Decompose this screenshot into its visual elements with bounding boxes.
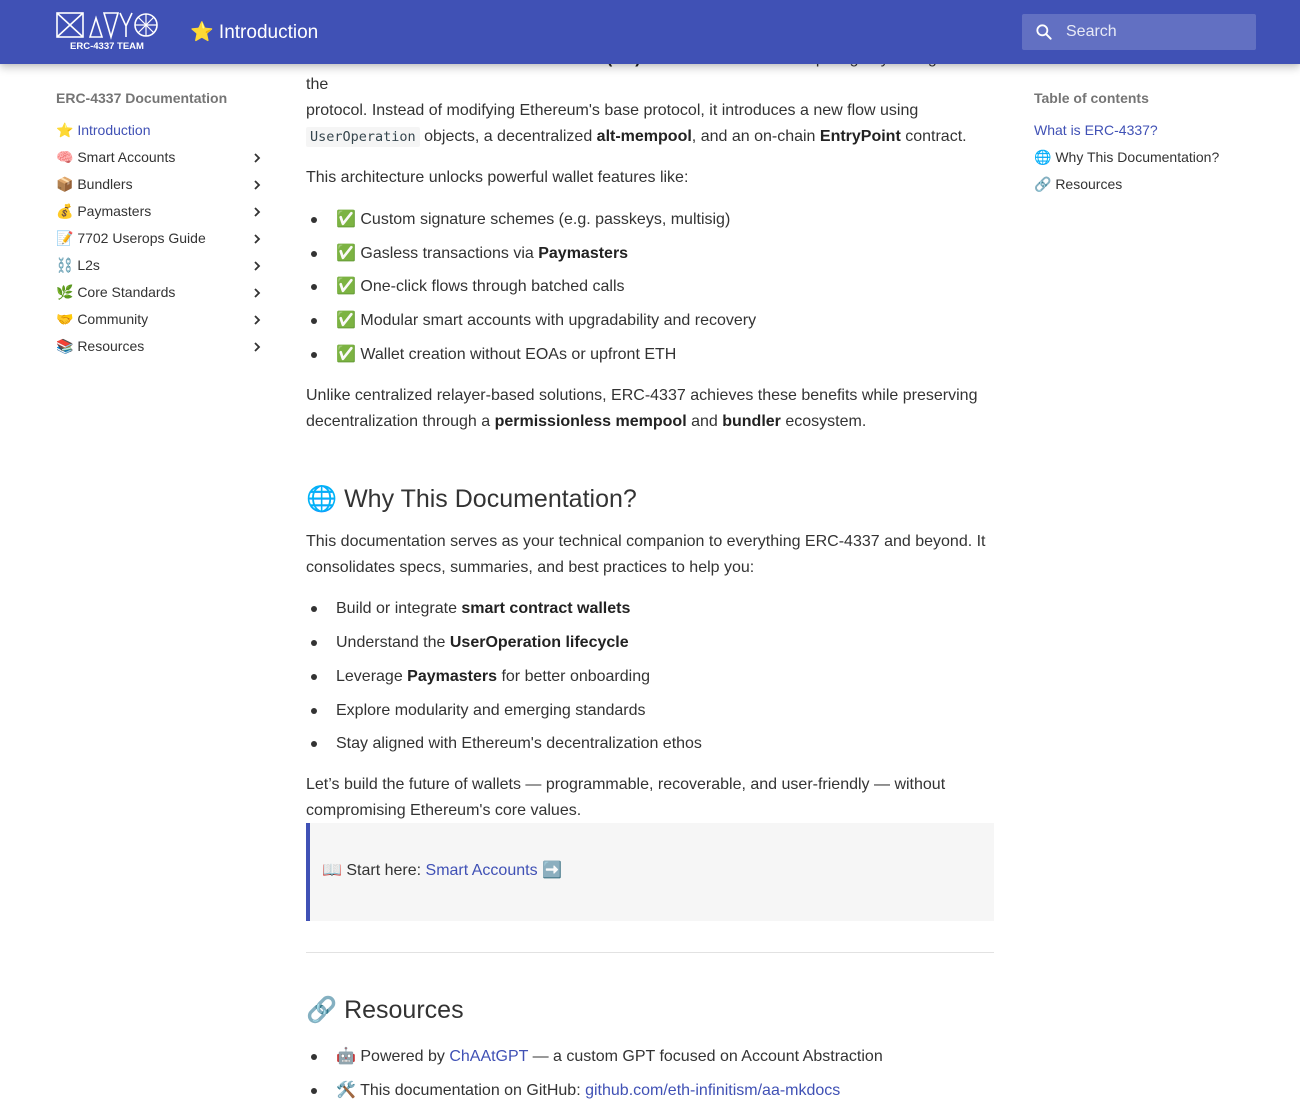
intro-text: protocol. Instead of modifying Ethereum's base protocol, it introduces a new flow using	[306, 102, 919, 119]
toc-title: Table of contents	[1034, 90, 1149, 106]
sidebar-item-introduction[interactable]	[56, 117, 266, 144]
chevron-right-icon[interactable]	[250, 232, 264, 246]
table-of-contents	[1034, 88, 1264, 198]
list-item: ✅ Modular smart accounts with upgradability and recovery	[336, 308, 994, 342]
section-heading-why: 🌐 Why This Documentation?	[306, 485, 637, 514]
list-item	[336, 241, 994, 275]
why-paragraph	[306, 529, 994, 581]
bold-permissionless-mempool: permissionless mempool	[494, 413, 687, 431]
search-icon	[1034, 22, 1054, 42]
section-heading-resources: 🔗 Resources	[306, 996, 464, 1024]
sidebar-item-community[interactable]	[56, 306, 266, 333]
why-list	[336, 596, 994, 764]
inline-code: UserOperation	[306, 127, 420, 147]
paragraph-text: and	[686, 413, 723, 431]
list-item-bold: Paymasters	[407, 667, 498, 685]
chevron-right-icon[interactable]	[250, 259, 264, 273]
list-item-bold: smart contract wallets	[461, 600, 631, 618]
list-item	[336, 664, 994, 698]
list-item-text: Build or integrate	[336, 600, 462, 618]
list-item	[336, 596, 994, 630]
sidebar-item-resources[interactable]	[56, 333, 266, 360]
list-item-text: 🛠️ This documentation on GitHub:	[336, 1081, 586, 1099]
list-item	[336, 630, 994, 664]
chevron-right-icon[interactable]	[250, 340, 264, 354]
list-item-text: for better onboarding	[497, 667, 651, 685]
bold-bundler: bundler	[722, 413, 781, 431]
site-logo-icon[interactable]	[56, 12, 158, 52]
intro-text: , and an on-chain	[691, 128, 820, 145]
divider	[306, 952, 994, 953]
list-item-bold: Paymasters	[538, 244, 629, 262]
sidebar-item-label: 🤝 Community	[56, 311, 149, 327]
intro-bold-mempool: alt-mempool	[596, 128, 692, 145]
sidebar-item-label: 🧠 Smart Accounts	[56, 149, 176, 165]
list-item-text: — a custom GPT focused on Account Abstraction	[528, 1048, 883, 1065]
chaatgpt-link[interactable]: ChAAtGPT	[449, 1048, 529, 1065]
toc-item-resources[interactable]: 🔗 Resources	[1034, 176, 1123, 192]
main-content	[306, 44, 994, 1099]
callout-prefix: 📖 Start here:	[322, 862, 426, 879]
toc-item-why-this-documentation[interactable]: 🌐 Why This Documentation?	[1034, 149, 1220, 165]
list-item: ✅ Wallet creation without EOAs or upfront ETH	[336, 342, 994, 376]
start-here-callout	[306, 823, 994, 921]
list-item-bold: UserOperation lifecycle	[449, 634, 629, 652]
resources-list	[336, 1044, 986, 1100]
toc-item-what-is-erc-4337[interactable]: What is ERC-4337?	[1034, 122, 1158, 138]
intro-text: objects, a decentralized	[419, 128, 597, 145]
sidebar-item-core-standards[interactable]	[56, 279, 266, 306]
sidebar-item-label: 📝 7702 Userops Guide	[56, 230, 206, 246]
intro-bold-entrypoint: EntryPoint	[819, 128, 901, 145]
features-intro: This architecture unlocks powerful wallet features like:	[306, 169, 689, 186]
search-box[interactable]	[1022, 14, 1256, 50]
intro-text: contract.	[900, 128, 967, 145]
list-item	[336, 1044, 986, 1078]
sidebar-item-l2s[interactable]	[56, 252, 266, 279]
chevron-right-icon[interactable]	[250, 286, 264, 300]
paragraph-text: decentralization through a	[306, 413, 495, 431]
search-input[interactable]	[1062, 14, 1252, 50]
github-link[interactable]: github.com/eth-infinitism/aa-mkdocs	[585, 1081, 841, 1099]
list-item-text: Leverage	[336, 667, 408, 685]
intro-text: the	[306, 76, 329, 93]
paragraph-text: This documentation serves as your technical companion to everything ERC-4337 and beyond. It	[306, 533, 986, 551]
list-item: Stay aligned with Ethereum's decentralization ethos	[336, 731, 994, 765]
primary-sidebar	[56, 88, 266, 360]
sidebar-item-label: 📦 Bundlers	[56, 176, 133, 192]
sidebar-item-label: 🌿 Core Standards	[56, 284, 176, 300]
logo-text: ERC-4337 TEAM	[70, 41, 144, 52]
sidebar-item-7702-userops-guide[interactable]	[56, 225, 266, 252]
paragraph-text: ecosystem.	[780, 413, 867, 431]
unlike-paragraph	[306, 383, 994, 435]
sidebar-item-label: ⛓️ L2s	[56, 257, 100, 273]
list-item	[336, 1078, 986, 1100]
paragraph-text: consolidates specs, summaries, and best practices to help you:	[306, 559, 755, 577]
chevron-right-icon[interactable]	[250, 205, 264, 219]
list-item: Explore modularity and emerging standards	[336, 698, 994, 732]
callout-text	[322, 858, 562, 884]
paragraph-text: Unlike centralized relayer-based solutions, ERC-4337 achieves these benefits while preserving	[306, 387, 978, 405]
list-item-text: 🤖 Powered by	[336, 1048, 450, 1065]
closing-paragraph	[306, 772, 994, 824]
paragraph-text: compromising Ethereum's core values.	[306, 801, 582, 819]
smart-accounts-link[interactable]: Smart Accounts ➡️	[425, 862, 562, 879]
sidebar-title: ERC-4337 Documentation	[56, 90, 228, 106]
chevron-right-icon[interactable]	[250, 151, 264, 165]
header-page-title: ⭐ Introduction	[190, 22, 319, 43]
chevron-right-icon[interactable]	[250, 313, 264, 327]
sidebar-item-paymasters[interactable]	[56, 198, 266, 225]
list-item: ✅ One-click flows through batched calls	[336, 274, 994, 308]
list-item-text: ✅ Gasless transactions via	[336, 244, 539, 262]
top-header	[0, 0, 1300, 64]
sidebar-item-bundlers[interactable]	[56, 171, 266, 198]
sidebar-item-smart-accounts[interactable]	[56, 144, 266, 171]
features-list	[336, 207, 994, 375]
sidebar-item-label: 📚 Resources	[56, 338, 145, 354]
chevron-right-icon[interactable]	[250, 178, 264, 192]
sidebar-item-label: 💰 Paymasters	[56, 203, 152, 219]
sidebar-item-label: ⭐ Introduction	[56, 122, 151, 138]
list-item-text: Understand the	[336, 634, 450, 652]
paragraph-text: Let’s build the future of wallets — programmable, recoverable, and user-friendly — without	[306, 775, 946, 793]
list-item: ✅ Custom signature schemes (e.g. passkeys, multisig)	[336, 207, 994, 241]
